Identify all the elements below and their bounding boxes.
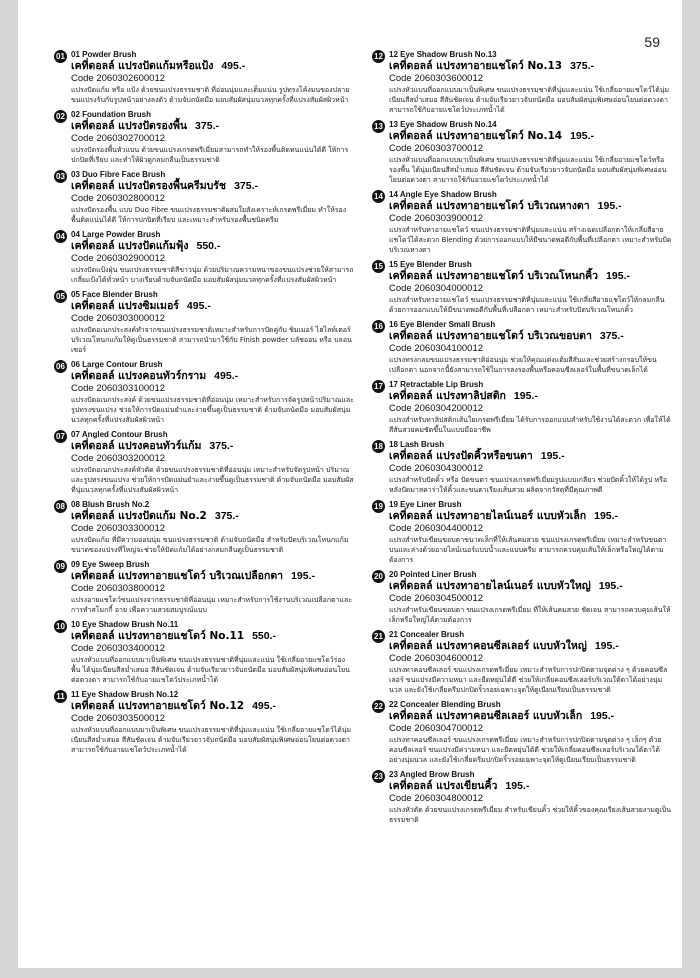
product-title-row bbox=[71, 510, 354, 523]
product-title-row bbox=[71, 440, 354, 453]
product-name-english: 15 Eye Blender Brush bbox=[389, 260, 472, 269]
product-entry bbox=[54, 620, 354, 685]
product-title-row bbox=[389, 200, 672, 213]
item-number-badge: 03 bbox=[54, 170, 67, 183]
product-price: 195.- bbox=[540, 450, 565, 462]
item-number-badge: 21 bbox=[372, 630, 385, 643]
product-code: Code 2060304800012 bbox=[389, 793, 484, 804]
product-title-row bbox=[71, 370, 354, 383]
product-name-thai: เคที่ดอลล์ แปรงทาคอนซีลเลอร์ แบบหัวเล็ก bbox=[389, 710, 583, 722]
product-name-thai: เคที่ดอลล์ แปรงทาอายแชโดว์ บริเวณเปลือกตา bbox=[71, 570, 284, 582]
product-price: 375.- bbox=[209, 440, 234, 452]
product-code: Code 2060302700012 bbox=[71, 133, 166, 144]
product-name-english: 11 Eye Shadow Brush No.12 bbox=[71, 690, 179, 699]
product-code: Code 2060302900012 bbox=[71, 253, 166, 264]
product-description: แปรงปัดรองพื้นหัวแบน ด้วยขนแปรงเกรดพรีเมี่ยมสามารถทำให้รองพื้นติดทนแน่นได้ดี ให้การปกปิดที่เรียบ และทำให้ผิวดูกลมกลืนเป็นธรรมชาติ bbox=[71, 146, 349, 164]
item-number-badge: 02 bbox=[54, 110, 67, 123]
product-price: 195.- bbox=[594, 640, 619, 652]
product-entry bbox=[372, 440, 672, 495]
product-description: แปรงสำหรับปัดคิ้ว หรือ ปัดขนตา ขนแปรงเกรดพรีเมี่ยมรูปแบบเกลียว ช่วยปัดคิ้วให้ได้รูป หรือหลังปัดมาสคาร่าให้คิ้วและขนตาเรียงเส้นสวย ผลิตจากวัสดุที่มีคุณภาพดี bbox=[389, 476, 668, 494]
product-price: 375.- bbox=[195, 120, 219, 132]
item-number-badge: 22 bbox=[372, 700, 385, 713]
product-description: แปรงทาคอนซีลเลอร์ ขนแปรงเกรดพรีเมี่ยม เหมาะสำหรับการปกปิดตามจุดต่าง ๆ เล็กๆ ด้วยคอนซีลเลอร์ ขนแปรงมีความหนา และยืดหยุ่นได้ดี ช่วยให้เกลี่ยคอนซีลเลอร์บริเวณใต้ตาได้อย่างนุ่มนวล และยังใช้เกลี่ยครีมปกปิดริ้วรอยเฉพาะจุดให้ดูเนียนเรียบเป็นธรรมชาติ bbox=[389, 736, 662, 764]
product-price: 550.- bbox=[196, 240, 221, 252]
product-description: แปรงปัดแป้งฝุ่น ขนแปรงธรรมชาติสีขาวนุ่ม ด้วยปริมาณความหนาของขนแปรงช่วยให้สามารถเกลี่ยแป้งได้ทั่วหน้า บางเรียบด้ามจับถนัดมือ มอบสัมผัสนุ่มนวลทุกครั้งที่แปรงสัมผัสผิวหน้า bbox=[71, 266, 354, 284]
product-entry bbox=[372, 320, 672, 375]
product-name-english: 22 Concealer Blending Brush bbox=[389, 700, 501, 709]
item-number-badge: 06 bbox=[54, 360, 67, 373]
product-title-row bbox=[389, 780, 672, 793]
product-name-thai: เคที่ดอลล์ แปรงทาอายไลน์เนอร์ แบบหัวเล็ก bbox=[389, 510, 587, 522]
product-code: Code 2060302800012 bbox=[71, 193, 166, 204]
product-price: 195.- bbox=[598, 580, 623, 592]
product-name-english: 19 Eye Liner Brush bbox=[389, 500, 462, 509]
product-description: แปรงหัวแบนที่ออกแบบมาเป็นพิเศษ ขนแปรงธรรมชาติที่นุ่มและแน่น ใช้เกลี่ยอายแชโดว์หรือรองพื้น ได้นุ่มเนียนสีสม่ำเสมอ สีสันชัดเจน ด้ามจับเรียวยาวจับถนัดมือ มอบสัมผัสนุ่มพิเศษอ่อนโยนต่อดวงตา สามารถใช้กับอายแชโดว์ประเภทน้ำได้ bbox=[389, 156, 667, 184]
product-title-row bbox=[71, 700, 354, 713]
product-name-english: 12 Eye Shadow Brush No.13 bbox=[389, 50, 497, 59]
product-code: Code 2060304200012 bbox=[389, 403, 484, 414]
product-name-thai: เคที่ดอลล์ แปรงปัดแก้ม No.2 bbox=[71, 510, 207, 522]
product-entry bbox=[54, 290, 354, 355]
item-number-badge: 04 bbox=[54, 230, 67, 243]
product-title-row bbox=[389, 580, 672, 593]
product-description: แปรงสำหรับทาอายแชโดว์ ขนแปรงธรรมชาติที่นุ่มและแน่น ใช้เกลี่ยสีอายแชโดว์ให้กลมกลืน ด้วยการออกแบบให้มีขนาดพอดีกับพื้นที่เปลือกตา เหมาะสำหรับปัดบริเวณโหนกคิ้ว bbox=[389, 296, 665, 314]
product-name-thai: เคที่ดอลล์ แปรงปัดรองพื้นครีมบรัช bbox=[71, 180, 227, 192]
item-number-badge: 13 bbox=[372, 120, 385, 133]
product-name-english: 07 Angled Contour Brush bbox=[71, 430, 168, 439]
product-title-row bbox=[71, 300, 354, 313]
product-entry bbox=[372, 380, 672, 435]
product-price: 195.- bbox=[606, 270, 630, 282]
item-number-badge: 19 bbox=[372, 500, 385, 513]
item-number-badge: 01 bbox=[54, 50, 67, 63]
product-name-english: 20 Pointed Liner Brush bbox=[389, 570, 477, 579]
product-name-thai: เคที่ดอลล์ แปรงปัดรองพื้น bbox=[71, 120, 188, 132]
product-code: Code 2060303400012 bbox=[71, 643, 166, 654]
left-column bbox=[54, 48, 354, 760]
product-name-english: 10 Eye Shadow Brush No.11 bbox=[71, 620, 179, 629]
product-name-thai: เคที่ดอลล์ แปรงทาอายไลน์เนอร์ แบบหัวใหญ่ bbox=[389, 580, 591, 592]
product-price: 375.- bbox=[599, 330, 624, 342]
product-description: แปรงทาคอนซีลเลอร์ ขนแปรงเกรดพรีเมี่ยม เหมาะสำหรับการปกปิดตามจุดต่าง ๆ ด้วยคอนซีลเลอร์ ขนแปรงมีความหนา และยืดหยุ่นได้ดี ช่วยให้เกลี่ยคอนซีลเลอร์บริเวณใต้ตาได้อย่างนุ่มนวล และยังใช้เกลี่ยครีมปกปิดริ้วรอยเฉพาะจุดให้ดูเนียนเรียบเป็นธรรมชาติ bbox=[389, 666, 668, 694]
product-name-thai: เคที่ดอลล์ แปรงซิมเมอร์ bbox=[71, 300, 179, 312]
product-title-row bbox=[71, 120, 354, 133]
product-description: แปรงทรงกลมขนแปรงธรรมชาติอ่อนนุ่ม ช่วยให้คุณแต่งแต้มสีสันและช่วยสร้างกรอบให้ขนเปลือกตา นอกจากนี้ยังสามารถใช้ในการลงรองพื้นหรือคอนซีลเลอร์ในพื้นที่ขนาดเล็กได้ bbox=[389, 356, 657, 374]
item-number-badge: 16 bbox=[372, 320, 385, 333]
product-price: 495.- bbox=[252, 700, 276, 712]
product-entry bbox=[54, 430, 354, 495]
product-code: Code 2060303700012 bbox=[389, 143, 484, 154]
catalog-page bbox=[18, 0, 682, 968]
item-number-badge: 12 bbox=[372, 50, 385, 63]
product-price: 495.- bbox=[214, 370, 239, 382]
product-name-english: 23 Angled Brow Brush bbox=[389, 770, 475, 779]
product-description: แปรงสำหรับเขียนขอบตาขนาดเล็กที่ให้เส้นคมสวย ขนแปรงเกรดพรีเมี่ยม เหมาะสำหรับขนตาบนและล่างด้วยอายไลน์เนอร์แบบน้ำและแบบครีม สามารถควบคุมเส้นให้เล็กหรือใหญ่ได้ตามต้องการ bbox=[389, 536, 667, 564]
item-number-badge: 05 bbox=[54, 290, 67, 303]
product-price: 195.- bbox=[597, 200, 622, 212]
product-code: Code 2060303900012 bbox=[389, 213, 484, 224]
product-price: 195.- bbox=[513, 390, 538, 402]
product-code: Code 2060304500012 bbox=[389, 593, 484, 604]
product-description: แปรงปัดอเนกประสงค์ทำจากขนแปรงธรรมชาติเหมาะสำหรับการปัดคู่กับ ชิมเมอร์ ไฮไลท์เตอร์ บริเวณโหนกแก้มให้ดูเป็นธรรมชาติ สามารถนำมาใช้กับ Finish powder บลัชออน หรือ บลอนเซอร์ bbox=[71, 326, 352, 354]
product-title-row bbox=[389, 330, 672, 343]
product-entry bbox=[372, 700, 672, 765]
product-title-row bbox=[389, 450, 672, 463]
product-description: แปรงสำหรับทาอายแชโดว์ ขนแปรงธรรมชาติที่นุ่มและแน่น สร้างเฉดเปลือกตาให้เกลี่ยสีอายแชโดว์ได้สะดวก Blending ด้วยการออกแบบให้มีขนาดพอดีกับพื้นที่เปลือกตา เหมาะสำหรับปัดบริเวณหางตา bbox=[389, 226, 672, 254]
product-title-row bbox=[389, 60, 672, 73]
product-description: แปรงอายแชโดว์ขนแปรงจากธรรมชาติที่อ่อนนุ่ม เหมาะสำหรับการใช้งานบริเวณเปลือกตาและการทำสโมกกี้ อาย เพื่อความสวยสมบูรณ์แบบ bbox=[71, 596, 353, 614]
product-name-english: 04 Large Powder Brush bbox=[71, 230, 161, 239]
item-number-badge: 15 bbox=[372, 260, 385, 273]
product-price: 375.- bbox=[234, 180, 258, 192]
product-price: 495.- bbox=[221, 60, 246, 72]
product-code: Code 2060303600012 bbox=[389, 73, 484, 84]
product-description: แปรงหัวแบนที่ออกแบบมาเป็นพิเศษ ขนแปรงธรรมชาติที่นุ่มและแน่น ใช้เกลี่ยอายแชโดว์ได้นุ่มเนียนสีสม่ำเสมอ สีสันชัดเจน ด้ามจับเรียวยาวจับถนัดมือ มอบสัมผัสนุ่มพิเศษอ่อนโยนต่อดวงตา สามารถใช้กับอายแชโดว์ประเภทน้ำได้ bbox=[71, 726, 352, 754]
product-code: Code 2060304100012 bbox=[389, 343, 484, 354]
product-title-row bbox=[389, 390, 672, 403]
product-name-english: 17 Retractable Lip Brush bbox=[389, 380, 484, 389]
product-description: แปรงสำหรับเขียนขอบตา ขนแปรงเกรดพรีเมี่ยม ที่ให้เส้นคมสวย ชัดเจน สามารถควบคุมเส้นให้เล็กหรือใหญ่ได้ตามต้องการ bbox=[389, 606, 671, 624]
product-description: แปรงปัดอเนกประสงค์หัวตัด ด้วยขนแปรงธรรมชาติที่อ่อนนุ่ม เหมาะสำหรับจัดรูปหน้า ปริมาณและรูปทรงขนแปรง ช่วยให้การปัดแม่นยำและง่ายขึ้นดูเป็นธรรมชาติ ด้ามจับถนัดมือ มอบสัมผัสที่นุ่มนวลทุกครั้งที่แปรงสัมผัสผิวหน้า bbox=[71, 466, 354, 494]
product-name-english: 03 Duo Fibre Face Brush bbox=[71, 170, 166, 179]
product-name-thai: เคที่ดอลล์ แปรงปัดคิ้วหรือขนตา bbox=[389, 450, 533, 462]
item-number-badge: 07 bbox=[54, 430, 67, 443]
item-number-badge: 18 bbox=[372, 440, 385, 453]
product-entry bbox=[54, 690, 354, 755]
product-entry bbox=[54, 230, 354, 285]
product-price: 195.- bbox=[590, 710, 615, 722]
product-entry bbox=[372, 190, 672, 255]
product-name-thai: เคที่ดอลล์ แปรงเขียนคิ้ว bbox=[389, 780, 498, 792]
product-code: Code 2060302600012 bbox=[71, 73, 166, 84]
product-name-thai: เคที่ดอลล์ แปรงทาลิปสติก bbox=[389, 390, 506, 402]
product-name-thai: เคที่ดอลล์ แปรงทาอายแชโดว์ No.14 bbox=[389, 130, 563, 142]
product-name-english: 08 Blush Brush No.2 bbox=[71, 500, 150, 509]
item-number-badge: 17 bbox=[372, 380, 385, 393]
product-description: แปรงปัดแก้ม ที่มีความอ่อนนุ่ม ขนแปรงธรรมชาติ ด้ามจับถนัดมือ สำหรับปัดบริเวณโหนกแก้ม ขนาดของแปรงที่ใหญ่จะช่วยให้ปัดแก้มได้อย่างกลมกลืนดูเป็นธรรมชาติ bbox=[71, 536, 349, 554]
product-price: 195.- bbox=[291, 570, 315, 582]
product-entry bbox=[54, 360, 354, 425]
product-entry bbox=[372, 630, 672, 695]
product-code: Code 2060303000012 bbox=[71, 313, 166, 324]
product-title-row bbox=[389, 640, 672, 653]
product-code: Code 2060304000012 bbox=[389, 283, 484, 294]
product-name-english: 05 Face Blender Brush bbox=[71, 290, 158, 299]
product-title-row bbox=[71, 630, 354, 643]
product-code: Code 2060304400012 bbox=[389, 523, 484, 534]
product-description: แปรงปัดรองพื้น แบบ Duo Fibre ขนแปรงธรรมชาติผสมใยสังเคราะห์เกรดพรีเมี่ยม ทำให้รองพื้นติดแน่นได้ดี ให้การปกปิดที่เรียบ และเหมาะสำหรับรองพื้นชนิดครีม bbox=[71, 206, 347, 224]
product-description: แปรงปัดอเนกประสงค์ ด้วยขนแปรงธรรมชาติที่อ่อนนุ่ม เหมาะสำหรับการจัดรูปหน้าปริมาณและรูปทรงขนแปรง ช่วยให้การปัดแม่นยำและง่ายขึ้นดูเป็นธรรมชาติ ด้ามจับถนัดมือ มอบสัมผัสนุ่มนวลทุกครั้งที่แปรงสัมผัสผิวหน้า bbox=[71, 396, 354, 424]
product-name-thai: เคที่ดอลล์ แปรงทาอายแชโดว์ บริเวณโหนกคิ้ว bbox=[389, 270, 599, 282]
product-entry bbox=[372, 260, 672, 315]
product-code: Code 2060304700012 bbox=[389, 723, 484, 734]
product-code: Code 2060303500012 bbox=[71, 713, 166, 724]
product-entry bbox=[54, 170, 354, 225]
product-name-english: 06 Large Contour Brush bbox=[71, 360, 163, 369]
product-name-english: 21 Concealer Brush bbox=[389, 630, 465, 639]
product-entry bbox=[372, 770, 672, 825]
product-code: Code 2060303100012 bbox=[71, 383, 166, 394]
product-name-thai: เคที่ดอลล์ แปรงทาคอนซีลเลอร์ แบบหัวใหญ่ bbox=[389, 640, 587, 652]
product-entry bbox=[54, 560, 354, 615]
product-name-english: 18 Lash Brush bbox=[389, 440, 445, 449]
product-code: Code 2060303800012 bbox=[71, 583, 166, 594]
product-name-english: 02 Foundation Brush bbox=[71, 110, 151, 119]
product-name-english: 01 Powder Brush bbox=[71, 50, 137, 59]
product-name-english: 16 Eye Blender Small Brush bbox=[389, 320, 496, 329]
item-number-badge: 20 bbox=[372, 570, 385, 583]
item-number-badge: 23 bbox=[372, 770, 385, 783]
product-title-row bbox=[389, 510, 672, 523]
product-entry bbox=[54, 500, 354, 555]
product-entry bbox=[372, 570, 672, 625]
item-number-badge: 11 bbox=[54, 690, 67, 703]
product-title-row bbox=[389, 130, 672, 143]
product-name-thai: เคที่ดอลล์ แปรงทาอายแชโดว์ No.13 bbox=[389, 60, 563, 72]
product-entry bbox=[54, 50, 354, 105]
product-description: แปรงหัวตัด ด้วยขนแปรงเกรดพรีเมี่ยม สำหรับเขียนคิ้ว ช่วยให้คิ้วของคุณเรียงเส้นสวยงามดูเป็นธรรมชาติ bbox=[389, 806, 672, 824]
product-name-thai: เคที่ดอลล์ แปรงคอนทัวร์กราม bbox=[71, 370, 207, 382]
product-description: แปรงหัวแบนที่ออกแบบมาเป็นพิเศษ ขนแปรงธรรมชาติที่นุ่มและแน่น ใช้เกลี่ยอายแชโดว์ร่องพื้น ได้นุ่มเนียนสีสม่ำเสมอ สีสันชัดเจน ด้ามจับเรียวยาวจับถนัดมือ มอบสัมผัสนุ่มพิเศษอ่อนโยนต่อดวงตา สามารถใช้กับอายแชโดว์ประเภทน้ำได้ bbox=[71, 656, 350, 684]
product-title-row bbox=[389, 710, 672, 723]
product-title-row bbox=[71, 570, 354, 583]
product-name-thai: เคที่ดอลล์ แปรงปัดแก้มฟุ้ง bbox=[71, 240, 189, 252]
product-name-english: 13 Eye Shadow Brush No.14 bbox=[389, 120, 497, 129]
item-number-badge: 14 bbox=[372, 190, 385, 203]
product-price: 375.- bbox=[214, 510, 239, 522]
product-name-english: 09 Eye Sweep Brush bbox=[71, 560, 150, 569]
product-code: Code 2060304300012 bbox=[389, 463, 484, 474]
product-price: 375.- bbox=[570, 60, 594, 72]
product-name-thai: เคที่ดอลล์ แปรงปัดแก้มหรือแป้ง bbox=[71, 60, 214, 72]
product-name-thai: เคที่ดอลล์ แปรงทาอายแชโดว์ No.11 bbox=[71, 630, 245, 642]
product-title-row bbox=[389, 270, 672, 283]
page-number: 59 bbox=[644, 34, 660, 50]
product-price: 550.- bbox=[252, 630, 276, 642]
product-name-thai: เคที่ดอลล์ แปรงทาอายแชโดว์ บริเวณหางตา bbox=[389, 200, 590, 212]
product-name-thai: เคที่ดอลล์ แปรงทาอายแชโดว์ No.12 bbox=[71, 700, 245, 712]
product-title-row bbox=[71, 240, 354, 253]
right-column bbox=[372, 48, 672, 830]
item-number-badge: 09 bbox=[54, 560, 67, 573]
product-price: 195.- bbox=[570, 130, 594, 142]
product-price: 195.- bbox=[505, 780, 530, 792]
item-number-badge: 08 bbox=[54, 500, 67, 513]
product-code: Code 2060303300012 bbox=[71, 523, 166, 534]
product-code: Code 2060303200012 bbox=[71, 453, 166, 464]
product-entry bbox=[372, 500, 672, 565]
product-name-thai: เคที่ดอลล์ แปรงคอนทัวร์แก้ม bbox=[71, 440, 202, 452]
product-description: แปรงหัวแบนที่ออกแบบมาเป็นพิเศษ ขนแปรงธรรมชาติที่นุ่มและแน่น ใช้เกลี่ยอายแชโดว์ได้นุ่มเนียนสีสม่ำเสมอ สีสันชัดเจน ด้ามจับเรียวยาวจับถนัดมือ มอบสัมผัสนุ่มพิเศษอ่อนโยนต่อดวงตา สามารถใช้กับอายแชโดว์ประเภทน้ำได้ bbox=[389, 86, 670, 114]
product-description: แปรงสำหรับทาลิปสติกเส้นใยเกรดพรีเมี่ยม ได้รับการออกแบบสำหรับใช้งานได้สะดวก เพื่อให้ได้สีสันสวยคมชัดขึ้นในแบบมืออาชีพ bbox=[389, 416, 671, 434]
product-title-row bbox=[71, 180, 354, 193]
product-name-thai: เคที่ดอลล์ แปรงทาอายแชโดว์ บริเวณขอบตา bbox=[389, 330, 592, 342]
product-name-english: 14 Angle Eye Shadow Brush bbox=[389, 190, 497, 199]
product-price: 195.- bbox=[594, 510, 619, 522]
item-number-badge: 10 bbox=[54, 620, 67, 633]
product-entry bbox=[54, 110, 354, 165]
product-entry bbox=[372, 50, 672, 115]
product-code: Code 2060304600012 bbox=[389, 653, 484, 664]
product-entry bbox=[372, 120, 672, 185]
product-title-row bbox=[71, 60, 354, 73]
product-description: แปรงปัดแก้ม หรือ แป้ง ด้วยขนแปรงธรรมชาติ ที่อ่อนนุ่มและเต็มแน่น รูปทรงโค้งมนของปลายขนแปรงรับกับรูปหน้าอย่างลงตัว ด้ามจับถนัดมือ มอบสัมผัสนุ่มนวลทุกครั้งที่แปรงสัมผัสผิวหน้า bbox=[71, 86, 350, 104]
product-price: 495.- bbox=[186, 300, 211, 312]
